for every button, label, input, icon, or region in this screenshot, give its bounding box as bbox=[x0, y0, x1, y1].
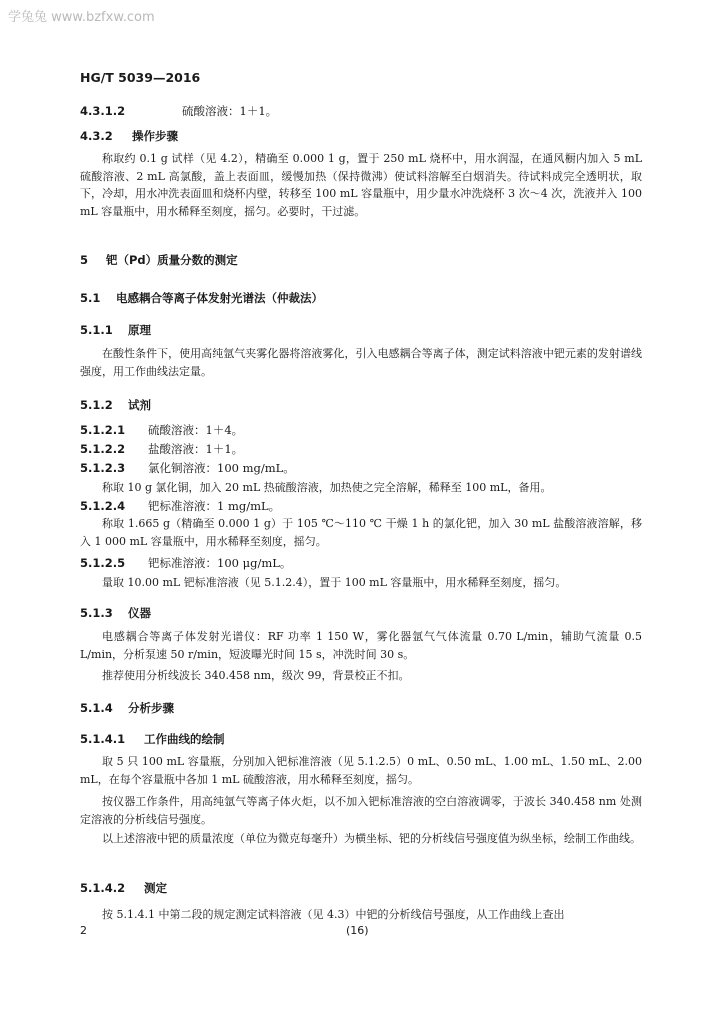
paragraph-principle: 在酸性条件下，使用高纯氩气夹雾化器将溶液雾化，引入电感耦合等离子体，测定试料溶液中钯元素的发射谱线强度，用工作曲线法定量。 bbox=[80, 347, 642, 378]
page-number: 2 bbox=[80, 924, 87, 937]
clause-text: 盐酸溶液：1＋1。 bbox=[148, 442, 244, 456]
heading-5-1-3 bbox=[80, 605, 151, 621]
heading-title: 电感耦合等离子体发射光谱法（仲裁法） bbox=[116, 291, 323, 305]
heading-title: 工作曲线的绘制 bbox=[144, 732, 225, 746]
page-code: (16) bbox=[346, 924, 369, 937]
heading-number: 5.1.1 bbox=[80, 323, 113, 337]
paragraph-pd-standard-1: 称取 1.665 g（精确至 0.000 1 g）于 105 ℃～110 ℃ 干燥 1 h 的氯化钯，加入 30 mL 盐酸溶液溶解，移入 1 000 mL 容量瓶中，用水稀释至刻度，摇匀。 bbox=[80, 517, 642, 548]
paragraph-curve-step2: 按仪器工作条件，用高纯氩气等离子体火炬，以不加入钯标准溶液的空白溶液调零，于波长 340.458 nm 处测定溶液的分析线信号强度。 bbox=[80, 795, 642, 826]
heading-number: 5.1 bbox=[80, 291, 101, 305]
heading-5-1-2 bbox=[80, 397, 151, 413]
paragraph-procedure: 称取约 0.1 g 试样（见 4.2），精确至 0.000 1 g，置于 250 mL 烧杯中，用水润湿，在通风橱内加入 5 mL 硫酸溶液、2 mL 高氯酸，盖上表面皿，缓慢加热（保持微沸）使试料溶解至白烟消失。待试料成完全透明状，取下，冷却，用水冲洗表面皿和烧杯内壁，转移至 100 mL 容量瓶中，用少量水冲洗烧杯 3 次～4 次，洗液并入 100 mL 容量瓶中，用水稀释至刻度，摇匀。必要时，干过滤。 bbox=[80, 152, 642, 218]
clause-5-1-2-4 bbox=[80, 498, 280, 514]
heading-number: 4.3.2 bbox=[80, 129, 113, 143]
clause-text: 硫酸溶液：1＋4。 bbox=[148, 423, 244, 437]
heading-number: 5 bbox=[80, 253, 89, 267]
clause-5-1-2-5 bbox=[80, 555, 291, 571]
heading-number: 5.1.4 bbox=[80, 701, 113, 715]
heading-title: 分析步骤 bbox=[128, 701, 174, 715]
clause-number: 4.3.1.2 bbox=[80, 104, 126, 118]
heading-5 bbox=[80, 252, 238, 268]
clause-text: 钯标准溶液：1 mg/mL。 bbox=[148, 499, 281, 513]
standard-number: HG/T 5039—2016 bbox=[80, 70, 201, 85]
clause-number: 5.1.2.4 bbox=[80, 499, 126, 513]
heading-title: 仪器 bbox=[128, 606, 151, 620]
clause-text: 硫酸溶液：1＋1。 bbox=[182, 104, 278, 118]
heading-number: 5.1.4.1 bbox=[80, 732, 126, 746]
clause-number: 5.1.2.5 bbox=[80, 556, 126, 570]
watermark: 学兔兔 www.bzfxw.com bbox=[8, 10, 155, 25]
heading-title: 测定 bbox=[144, 881, 167, 895]
heading-5-1-4-1 bbox=[80, 731, 225, 747]
heading-title: 钯（Pd）质量分数的测定 bbox=[106, 253, 238, 267]
heading-title: 试剂 bbox=[128, 398, 151, 412]
heading-5-1-1 bbox=[80, 322, 151, 338]
paragraph-measurement: 按 5.1.4.1 中第二段的规定测定试料溶液（见 4.3）中钯的分析线信号强度，从工作曲线上查出 bbox=[102, 908, 565, 921]
heading-5-1-4 bbox=[80, 700, 174, 716]
heading-number: 5.1.3 bbox=[80, 606, 113, 620]
heading-4-3-2 bbox=[80, 128, 178, 144]
paragraph-pd-standard-2: 量取 10.00 mL 钯标准溶液（见 5.1.2.4），置于 100 mL 容量瓶中，用水稀释至刻度，摇匀。 bbox=[102, 576, 567, 589]
heading-5-1 bbox=[80, 290, 323, 306]
heading-number: 5.1.4.2 bbox=[80, 881, 126, 895]
paragraph-wavelength: 推荐使用分析线波长 340.458 nm，级次 99，背景校正不扣。 bbox=[102, 669, 410, 682]
paragraph-instrument: 电感耦合等离子体发射光谱仪：RF 功率 1 150 W，雾化器氩气气体流量 0.70 L/min，辅助气流量 0.5 L/min，分析泵速 50 r/min，短波曝光时间 15 s，冲洗时间 30 s。 bbox=[80, 630, 642, 661]
clause-5-1-2-3 bbox=[80, 460, 295, 476]
clause-number: 5.1.2.1 bbox=[80, 423, 126, 437]
clause-4-3-1-2 bbox=[80, 103, 277, 119]
paragraph-curve-step1: 取 5 只 100 mL 容量瓶，分别加入钯标准溶液（见 5.1.2.5）0 mL、0.50 mL、1.00 mL、1.50 mL、2.00 mL，在每个容量瓶中各加 1 mL 硫酸溶液，用水稀释至刻度，摇匀。 bbox=[80, 755, 642, 786]
clause-number: 5.1.2.2 bbox=[80, 442, 126, 456]
heading-title: 原理 bbox=[128, 323, 151, 337]
clause-number: 5.1.2.3 bbox=[80, 461, 126, 475]
clause-text: 氯化铜溶液：100 mg/mL。 bbox=[148, 461, 295, 475]
clause-text: 钯标准溶液：100 μg/mL。 bbox=[148, 556, 292, 570]
clause-5-1-2-1 bbox=[80, 422, 243, 438]
paragraph-copper-chloride: 称取 10 g 氯化铜，加入 20 mL 热硫酸溶液，加热使之完全溶解，稀释至 100 mL，备用。 bbox=[102, 481, 552, 494]
heading-title: 操作步骤 bbox=[132, 129, 178, 143]
clause-5-1-2-2 bbox=[80, 441, 243, 457]
heading-number: 5.1.2 bbox=[80, 398, 113, 412]
paragraph-curve-step3: 以上述溶液中钯的质量浓度（单位为微克每毫升）为横坐标、钯的分析线信号强度值为纵坐标，绘制工作曲线。 bbox=[102, 832, 641, 845]
heading-5-1-4-2 bbox=[80, 880, 167, 896]
